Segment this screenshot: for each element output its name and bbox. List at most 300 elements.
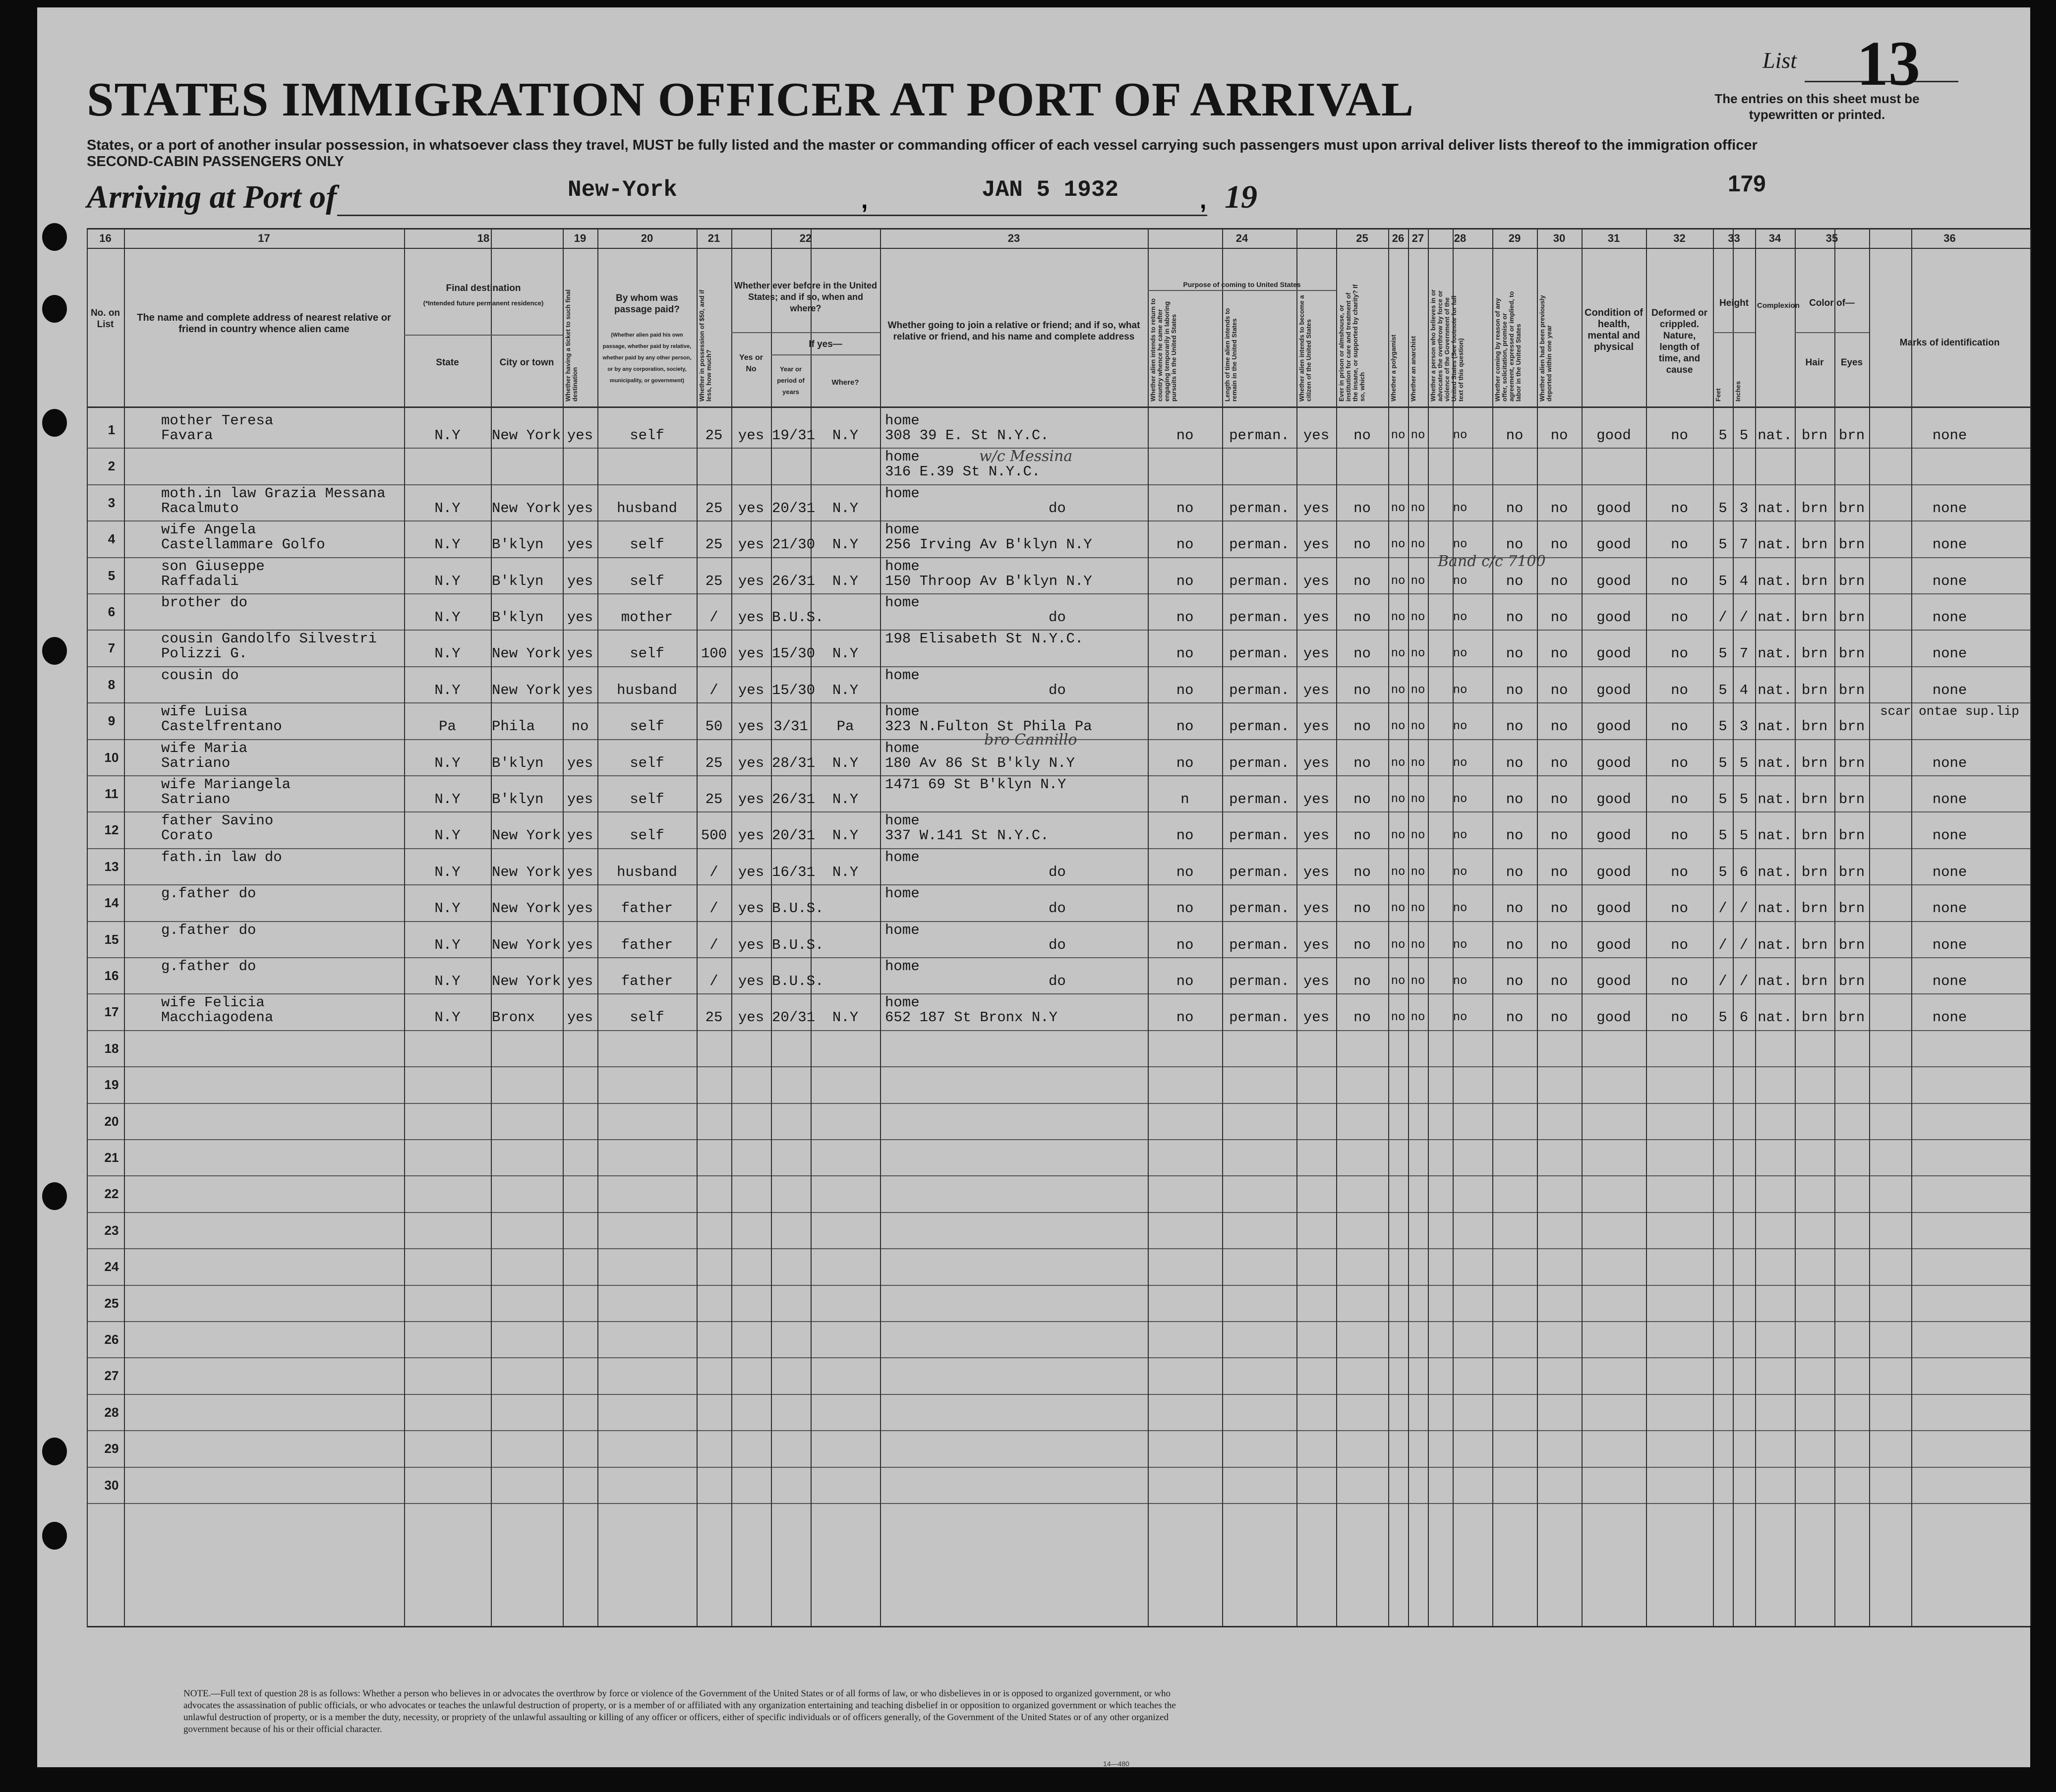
- cell-city: New York: [492, 827, 561, 844]
- cell-deport: no: [1550, 609, 1568, 626]
- cell-health: good: [1596, 937, 1631, 953]
- cell-where: N.Y: [832, 827, 859, 844]
- header-labor-offer: Whether coming by reason of any offer, solicitation, promise or agreement, expressed or implied, to labor in the United States: [1494, 291, 1522, 402]
- cell-intend: no: [1176, 900, 1194, 917]
- row-rule: [87, 1394, 2030, 1395]
- cell-eyes: brn: [1838, 864, 1865, 880]
- cell-intend: no: [1176, 827, 1194, 844]
- cell-q28: no: [1453, 1011, 1468, 1024]
- join-address: home: [885, 740, 920, 756]
- row-number: 26: [104, 1332, 119, 1347]
- row-number: 18: [104, 1041, 119, 1056]
- row-rule: [87, 1285, 2030, 1286]
- cell-citizen: yes: [1303, 937, 1330, 953]
- join-address: home: [885, 485, 920, 502]
- cell-years: 16/31: [772, 864, 816, 880]
- cell-ticket: yes: [567, 900, 593, 917]
- cell-length: perman.: [1229, 973, 1290, 989]
- page-title: STATES IMMIGRATION OFFICER AT PORT OF ARRIVAL: [87, 73, 1414, 126]
- header-feet: Feet: [1714, 388, 1722, 402]
- cell-intend: no: [1176, 427, 1194, 444]
- cell-state: N.Y: [434, 973, 461, 989]
- cell-money: /: [709, 973, 718, 989]
- footnote: NOTE.—Full text of question 28 is as follows: Whether a person who believes in or advocates the overthrow by force or violence of the Government of the United States or of all forms of law, or who disbelieves in or is opposed to organized government, or who advocates the assassination of public officials, or who advocates or teaches the unlawful destruction of property, or is a member of or affiliated with any organization entertaining and teaching disbelief in or opposition to organized government or which teaches the unlawful destruction of property, or is a member the duty, necessity, or propriety of the unlawful assaulting or killing of any officer or officers, either of specific individuals or of officers generally, of the Government of the United States or of any other organized government because of his or their official character.: [183, 1688, 1176, 1734]
- cell-q28: no: [1453, 866, 1468, 879]
- cell-city: B'klyn: [492, 573, 544, 589]
- cell-eyes: brn: [1838, 900, 1865, 917]
- cell-citizen: yes: [1303, 645, 1330, 662]
- cell-q29: no: [1506, 791, 1524, 808]
- cell-hair: brn: [1801, 791, 1828, 808]
- column-number: 31: [1607, 232, 1620, 244]
- row-number: 4: [108, 531, 116, 546]
- cell-feet: 5: [1718, 864, 1727, 880]
- cell-ticket: yes: [567, 937, 593, 953]
- cell-feet: 5: [1718, 536, 1727, 553]
- cell-poly: no: [1391, 429, 1406, 442]
- cell-complexion: nat.: [1758, 937, 1792, 953]
- cell-prison: no: [1353, 1009, 1371, 1026]
- header-final-destination-note: (*Intended future permanent residence): [423, 299, 544, 307]
- cell-length: perman.: [1229, 937, 1290, 953]
- cell-poly: no: [1391, 866, 1406, 879]
- relative-name: son Giuseppe: [161, 558, 265, 575]
- cell-q28: no: [1453, 975, 1468, 988]
- cell-anarch: no: [1410, 756, 1425, 770]
- cell-intend: no: [1176, 573, 1194, 589]
- cell-inches: 6: [1739, 864, 1749, 880]
- cell-paid: father: [621, 937, 673, 953]
- form-number: 14—480: [1103, 1760, 1129, 1768]
- cell-anarch: no: [1410, 793, 1425, 806]
- cell-state: N.Y: [434, 755, 461, 771]
- row-number: 6: [108, 604, 116, 619]
- cell-prison: no: [1353, 500, 1371, 517]
- cell-city: Bronx: [492, 1009, 535, 1026]
- cell-deport: no: [1550, 827, 1568, 844]
- header-list-number: No. on List: [90, 308, 120, 330]
- cell-yn: yes: [738, 609, 764, 626]
- header-relative-address: The name and complete address of nearest relative or friend in country whence alien came: [137, 312, 391, 335]
- cell-money: 25: [705, 573, 723, 589]
- cell-ticket: yes: [567, 1009, 593, 1026]
- cell-health: good: [1596, 718, 1631, 735]
- relative-place: Polizzi G.: [161, 645, 248, 662]
- cell-yn: yes: [738, 645, 764, 662]
- cell-city: New York: [492, 500, 561, 517]
- cell-paid: father: [621, 973, 673, 989]
- cell-deport: no: [1550, 500, 1568, 517]
- cell-prison: no: [1353, 573, 1371, 589]
- header-health: Condition of health, mental and physical: [1585, 307, 1643, 352]
- cell-q29: no: [1506, 645, 1524, 662]
- cell-marks: none: [1932, 427, 1967, 444]
- cell-anarch: no: [1410, 866, 1425, 879]
- cell-ticket: yes: [567, 573, 593, 589]
- cell-city: New York: [492, 937, 561, 953]
- cell-q29: no: [1506, 973, 1524, 989]
- cell-where: Pa: [836, 718, 854, 735]
- row-rule: [87, 1430, 2030, 1431]
- cell-deformed: no: [1671, 791, 1688, 808]
- cell-anarch: no: [1410, 684, 1425, 697]
- join-address: do: [1049, 937, 1066, 953]
- column-number: 28: [1454, 232, 1467, 244]
- cell-citizen: yes: [1303, 682, 1330, 698]
- header-color: Color of—: [1809, 298, 1855, 308]
- cell-poly: no: [1391, 829, 1406, 842]
- cell-prison: no: [1353, 718, 1371, 735]
- column-number: 33: [1728, 232, 1740, 244]
- cell-city: B'klyn: [492, 791, 544, 808]
- header-yes-no: Yes or No: [739, 353, 764, 373]
- cell-deformed: no: [1671, 755, 1688, 771]
- cell-length: perman.: [1229, 864, 1290, 880]
- cell-feet: 5: [1718, 682, 1727, 698]
- cell-poly: no: [1391, 647, 1406, 660]
- handwritten-note: bro Cannillo: [984, 731, 1077, 749]
- header-where: Where?: [831, 378, 859, 387]
- handwritten-note: Band c/c 7100: [1438, 553, 1546, 570]
- header-bottom-border: [87, 406, 2030, 408]
- cell-health: good: [1596, 973, 1631, 989]
- cell-feet: /: [1718, 973, 1727, 989]
- row-rule: [87, 1212, 2030, 1213]
- join-address: home: [885, 449, 920, 465]
- header-marks: Marks of identification: [1899, 338, 2000, 348]
- cell-marks: none: [1932, 900, 1967, 917]
- cell-q28: no: [1453, 429, 1468, 442]
- cell-city: New York: [492, 973, 561, 989]
- cell-complexion: nat.: [1758, 755, 1792, 771]
- cell-years: 20/31: [772, 827, 816, 844]
- cell-marks: none: [1932, 791, 1967, 808]
- cell-years: 20/31: [772, 1009, 816, 1026]
- cell-yn: yes: [738, 827, 764, 844]
- header-previously-in-us: Whether ever before in the United States; and if so, when and where?: [734, 281, 878, 313]
- cell-paid: self: [630, 755, 664, 771]
- cell-where: N.Y: [832, 755, 859, 771]
- cell-anarch: no: [1410, 502, 1425, 515]
- cell-marks: none: [1932, 645, 1967, 662]
- cell-q28: no: [1453, 538, 1468, 551]
- row-number: 28: [104, 1405, 119, 1420]
- cell-marks: none: [1932, 827, 1967, 844]
- handwritten-note: w/c Messina: [979, 448, 1073, 465]
- header-passage-paid-note: (Whether alien paid his own passage, whether paid by relative, whether paid by any other person, or by any corporation, society, municipality, or government): [602, 332, 692, 384]
- table-bottom-border: [87, 1626, 2030, 1627]
- cell-feet: 5: [1718, 755, 1727, 771]
- cell-money: 25: [705, 755, 723, 771]
- cell-inches: /: [1739, 973, 1749, 989]
- cell-anarch: no: [1410, 829, 1425, 842]
- cell-prison: no: [1353, 973, 1371, 989]
- cell-length: perman.: [1229, 791, 1290, 808]
- column-number: 34: [1768, 232, 1781, 244]
- cell-paid: self: [630, 827, 664, 844]
- cell-yn: yes: [738, 536, 764, 553]
- join-address: 256 Irving Av B'klyn N.Y: [885, 536, 1092, 553]
- header-complexion: Complexion: [1757, 301, 1800, 310]
- cell-money: 25: [705, 1009, 723, 1026]
- header-if-yes: If yes—: [809, 339, 842, 349]
- header-prison: Ever in prison or almshouse, or institution for care and treatment of the insane, or supported by charity? If so, which: [1338, 284, 1366, 402]
- cell-where: N.Y: [832, 1009, 859, 1026]
- cell-years: 3/31: [773, 718, 808, 735]
- cell-eyes: brn: [1838, 573, 1865, 589]
- row-rule: [87, 666, 2030, 667]
- header-money: Whether in possession of $50, and if less, how much?: [698, 289, 712, 402]
- cell-eyes: brn: [1838, 827, 1865, 844]
- cell-hair: brn: [1801, 573, 1828, 589]
- cell-hair: brn: [1801, 937, 1828, 953]
- cell-inches: /: [1739, 609, 1749, 626]
- cell-eyes: brn: [1838, 536, 1865, 553]
- class-line: SECOND-CABIN PASSENGERS ONLY: [87, 154, 344, 170]
- column-number: 26: [1392, 232, 1405, 244]
- cell-deformed: no: [1671, 645, 1688, 662]
- cell-prison: no: [1353, 536, 1371, 553]
- cell-deformed: no: [1671, 573, 1688, 589]
- cell-complexion: nat.: [1758, 900, 1792, 917]
- cell-health: good: [1596, 536, 1631, 553]
- cell-money: 25: [705, 791, 723, 808]
- cell-q29: no: [1506, 718, 1524, 735]
- cell-q28: no: [1453, 575, 1468, 588]
- row-number: 8: [108, 677, 116, 692]
- cell-yn: yes: [738, 791, 764, 808]
- cell-complexion: nat.: [1758, 1009, 1792, 1026]
- date-value: JAN 5 1932: [982, 177, 1119, 203]
- cell-city: New York: [492, 427, 561, 444]
- cell-hair: brn: [1801, 973, 1828, 989]
- cell-hair: brn: [1801, 718, 1828, 735]
- header-length-of-stay: Length of time alien intends to remain in the United States: [1224, 308, 1238, 402]
- cell-inches: 7: [1739, 645, 1749, 662]
- year-prefix: 19: [1225, 179, 1257, 215]
- row-rule: [87, 1467, 2030, 1468]
- row-number: 13: [104, 859, 119, 874]
- cell-complexion: nat.: [1758, 864, 1792, 880]
- cell-state: N.Y: [434, 609, 461, 626]
- cell-anarch: no: [1410, 611, 1425, 624]
- binding-hole: [42, 1182, 67, 1210]
- cell-paid: husband: [617, 682, 677, 698]
- cell-prison: no: [1353, 645, 1371, 662]
- cell-money: /: [709, 864, 718, 880]
- cell-inches: 3: [1739, 500, 1749, 517]
- cell-citizen: yes: [1303, 1009, 1330, 1026]
- comma-mark-2: ,: [1200, 187, 1207, 214]
- binding-hole: [42, 409, 67, 437]
- cell-q29: no: [1506, 900, 1524, 917]
- cell-complexion: nat.: [1758, 645, 1792, 662]
- row-number: 17: [104, 1004, 119, 1019]
- cell-poly: no: [1391, 575, 1406, 588]
- row-number: 25: [104, 1296, 119, 1311]
- join-address: 180 Av 86 St B'kly N.Y: [885, 755, 1075, 771]
- row-rule: [87, 921, 2030, 922]
- subheader-rule: [1795, 332, 1869, 333]
- header-year: Year or period of years: [777, 365, 805, 396]
- join-address: 1471 69 St B'klyn N.Y: [885, 776, 1066, 793]
- instruction-text: States, or a port of another insular possession, in whatsoever class they travel, MUST be fully listed and the master or commanding officer of each vessel carrying such passengers must upon arrival deliver lists thereof to the immigration officer: [87, 137, 1758, 153]
- cell-q28: no: [1453, 938, 1468, 952]
- port-value: New-York: [568, 177, 677, 203]
- relative-name: g.father do: [161, 885, 256, 902]
- cell-inches: 7: [1739, 536, 1749, 553]
- cell-complexion: nat.: [1758, 609, 1792, 626]
- cell-money: 25: [705, 500, 723, 517]
- cell-length: perman.: [1229, 645, 1290, 662]
- row-number: 3: [108, 495, 116, 510]
- cell-q28: no: [1453, 829, 1468, 842]
- cell-yn: yes: [738, 718, 764, 735]
- cell-health: good: [1596, 864, 1631, 880]
- cell-anarch: no: [1410, 647, 1425, 660]
- cell-deport: no: [1550, 573, 1568, 589]
- cell-feet: /: [1718, 609, 1727, 626]
- cell-city: New York: [492, 864, 561, 880]
- cell-inches: 5: [1739, 827, 1749, 844]
- join-address: 652 187 St Bronx N.Y: [885, 1009, 1058, 1026]
- cell-money: 100: [701, 645, 727, 662]
- cell-years: 15/30: [772, 682, 816, 698]
- join-address: do: [1049, 609, 1066, 626]
- cell-state: N.Y: [434, 573, 461, 589]
- cell-poly: no: [1391, 538, 1406, 551]
- cell-city: New York: [492, 900, 561, 917]
- header-city: City or town: [499, 357, 554, 368]
- cell-inches: /: [1739, 900, 1749, 917]
- cell-ticket: yes: [567, 609, 593, 626]
- cell-complexion: nat.: [1758, 500, 1792, 517]
- cell-marks: none: [1932, 937, 1967, 953]
- cell-state: N.Y: [434, 427, 461, 444]
- cell-intend: no: [1176, 609, 1194, 626]
- row-number: 23: [104, 1223, 119, 1238]
- cell-hair: brn: [1801, 645, 1828, 662]
- cell-q28: no: [1453, 720, 1468, 733]
- cell-prison: no: [1353, 427, 1371, 444]
- cell-yn: yes: [738, 937, 764, 953]
- cell-eyes: brn: [1838, 500, 1865, 517]
- cell-citizen: yes: [1303, 573, 1330, 589]
- cell-citizen: yes: [1303, 718, 1330, 735]
- cell-hair: brn: [1801, 864, 1828, 880]
- cell-deformed: no: [1671, 937, 1688, 953]
- header-return-intent: Whether alien intends to return to country whence he came after engaging temporarily in laboring pursuits in the United States: [1149, 298, 1177, 402]
- cell-yn: yes: [738, 500, 764, 517]
- row-rule: [87, 957, 2030, 958]
- cell-city: Phila: [492, 718, 535, 735]
- header-ticket: Whether having a ticket to such final destination: [564, 289, 579, 402]
- cell-intend: no: [1176, 682, 1194, 698]
- column-number: 30: [1553, 232, 1566, 244]
- relative-place: Satriano: [161, 791, 231, 808]
- row-rule: [87, 1357, 2030, 1358]
- cell-yn: yes: [738, 900, 764, 917]
- cell-complexion: nat.: [1758, 973, 1792, 989]
- cell-q29: no: [1506, 573, 1524, 589]
- cell-anarch: no: [1410, 1011, 1425, 1024]
- cell-q29: no: [1506, 682, 1524, 698]
- cell-hair: brn: [1801, 1009, 1828, 1026]
- cell-q29: no: [1506, 864, 1524, 880]
- cell-state: N.Y: [434, 791, 461, 808]
- cell-yn: yes: [738, 573, 764, 589]
- manifest-table: [37, 7, 2030, 1767]
- cell-q29: no: [1506, 937, 1524, 953]
- row-number: 15: [104, 932, 119, 947]
- cell-state: Pa: [439, 718, 456, 735]
- join-address: home: [885, 994, 920, 1011]
- cell-citizen: yes: [1303, 791, 1330, 808]
- row-number: 5: [108, 568, 116, 583]
- subheader-rule: [731, 332, 880, 333]
- cell-feet: /: [1718, 937, 1727, 953]
- relative-place: Racalmuto: [161, 500, 239, 517]
- cell-deformed: no: [1671, 682, 1688, 698]
- cell-health: good: [1596, 755, 1631, 771]
- join-address: do: [1049, 864, 1066, 880]
- row-number: 27: [104, 1368, 119, 1383]
- cell-citizen: yes: [1303, 500, 1330, 517]
- cell-paid: self: [630, 536, 664, 553]
- cell-deport: no: [1550, 645, 1568, 662]
- row-rule: [87, 593, 2030, 594]
- row-rule: [87, 1139, 2030, 1140]
- cell-years: 15/30: [772, 645, 816, 662]
- cell-poly: no: [1391, 938, 1406, 952]
- cell-money: /: [709, 682, 718, 698]
- cell-deport: no: [1550, 718, 1568, 735]
- cell-intend: no: [1176, 864, 1194, 880]
- cell-eyes: brn: [1838, 755, 1865, 771]
- cell-poly: no: [1391, 720, 1406, 733]
- cell-deformed: no: [1671, 718, 1688, 735]
- cell-length: perman.: [1229, 609, 1290, 626]
- row-number: 7: [108, 640, 116, 655]
- row-number: 22: [104, 1186, 119, 1201]
- cell-deformed: no: [1671, 1009, 1688, 1026]
- cell-deport: no: [1550, 864, 1568, 880]
- manifest-sheet: [37, 7, 2030, 1767]
- join-address: home: [885, 558, 920, 575]
- row-rule: [87, 1030, 2030, 1031]
- row-rule: [87, 1321, 2030, 1322]
- table-top-border: [87, 228, 2030, 230]
- cell-where: N.Y: [832, 536, 859, 553]
- relative-name: mother Teresa: [161, 412, 274, 429]
- cell-marks: none: [1932, 609, 1967, 626]
- join-address: home: [885, 412, 920, 429]
- row-rule: [87, 702, 2030, 703]
- cell-feet: 5: [1718, 573, 1727, 589]
- column-number-row-border: [87, 248, 2030, 249]
- cell-marks: none: [1932, 1009, 1967, 1026]
- relative-place: Corato: [161, 827, 213, 844]
- cell-citizen: yes: [1303, 973, 1330, 989]
- cell-length: perman.: [1229, 1009, 1290, 1026]
- cell-complexion: nat.: [1758, 682, 1792, 698]
- column-rule: [880, 228, 881, 1626]
- column-number: 32: [1673, 232, 1686, 244]
- cell-paid: mother: [621, 609, 673, 626]
- cell-citizen: yes: [1303, 609, 1330, 626]
- column-number: 35: [1825, 232, 1838, 244]
- cell-where: N.Y: [832, 573, 859, 589]
